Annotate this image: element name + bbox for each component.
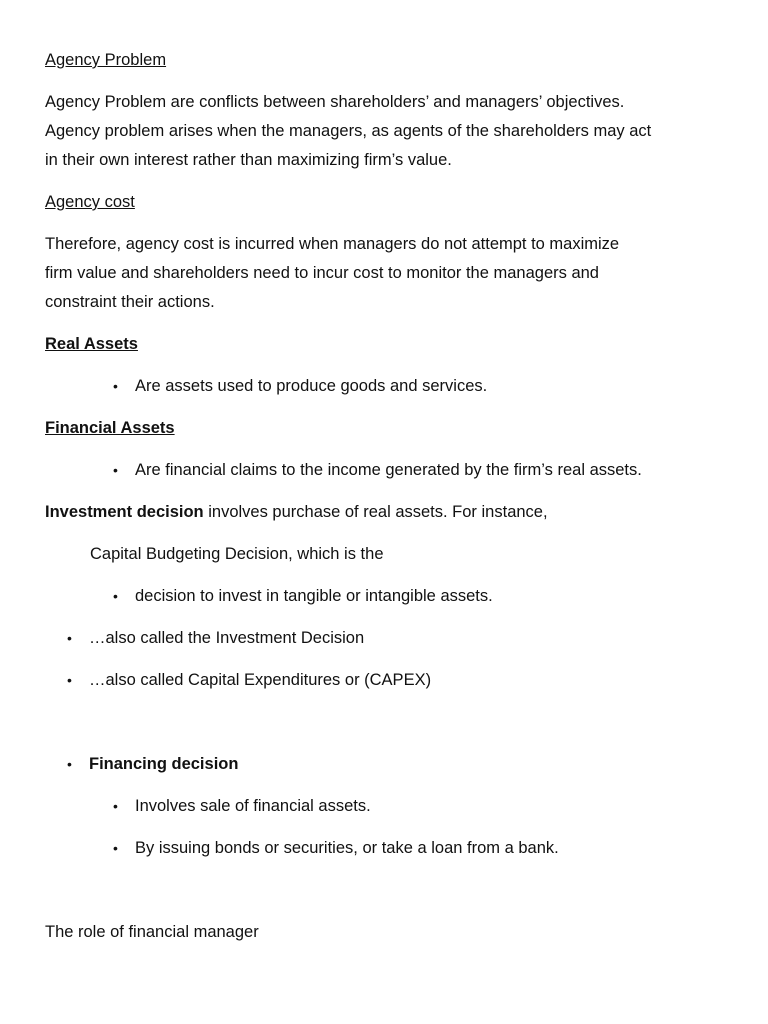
bullet-icon: •: [67, 630, 72, 646]
paragraph-agency-problem-line-1: Agency Problem are conflicts between shareholders’ and managers’ objectives.: [45, 93, 625, 111]
bullet-icon: •: [67, 672, 72, 688]
bullet-icon: •: [113, 798, 118, 814]
bullet-icon: •: [113, 840, 118, 856]
bullet-financing-decision: [67, 750, 238, 779]
bullet-financial-assets: [113, 456, 642, 485]
bullet-financing-sale: [113, 792, 371, 821]
bullet-icon: •: [113, 588, 118, 604]
bullet-icon: •: [113, 378, 118, 394]
bullet-also-investment: [67, 624, 364, 653]
paragraph-agency-cost-line-3: constraint their actions.: [45, 293, 215, 311]
heading-agency-cost: Agency cost: [45, 193, 135, 211]
bullet-text: …also called Capital Expenditures or (CAPEX): [89, 671, 432, 689]
bullet-text: Are financial claims to the income generated by the firm’s real assets.: [135, 461, 642, 479]
bullet-text: By issuing bonds or securities, or take a loan from a bank.: [135, 839, 559, 857]
bullet-icon: •: [113, 462, 118, 478]
bullet-text: Are assets used to produce goods and services.: [135, 377, 488, 395]
paragraph-agency-problem-line-2: Agency problem arises when the managers, as agents of the shareholders may act: [45, 122, 652, 140]
bullet-capital-budgeting: [113, 582, 493, 611]
bullet-financing-issuing: [113, 834, 559, 863]
bullet-text: …also called the Investment Decision: [89, 629, 365, 647]
bullet-text: Involves sale of financial assets.: [135, 797, 371, 815]
bullet-also-capex: [67, 666, 431, 695]
bullet-text: decision to invest in tangible or intangible assets.: [135, 587, 493, 605]
investment-decision-text: involves purchase of real assets. For instance,: [203, 503, 548, 521]
capital-budgeting-line: Capital Budgeting Decision, which is the: [90, 545, 384, 563]
bullet-icon: •: [67, 756, 72, 772]
paragraph-agency-cost-line-1: Therefore, agency cost is incurred when managers do not attempt to maximize: [45, 235, 620, 253]
paragraph-agency-cost-line-2: firm value and shareholders need to incur cost to monitor the managers and: [45, 264, 599, 282]
bullet-real-assets: [113, 372, 487, 401]
heading-financial-assets: Financial Assets: [45, 419, 175, 437]
paragraph-agency-problem-line-3: in their own interest rather than maximizing firm’s value.: [45, 151, 452, 169]
heading-agency-problem: Agency Problem: [45, 51, 167, 69]
paragraph-investment-decision: [45, 498, 735, 527]
heading-real-assets: Real Assets: [45, 335, 138, 353]
heading-role-financial-manager: The role of financial manager: [45, 923, 259, 941]
investment-decision-term: Investment decision: [45, 503, 204, 521]
bullet-text: Financing decision: [89, 755, 239, 773]
